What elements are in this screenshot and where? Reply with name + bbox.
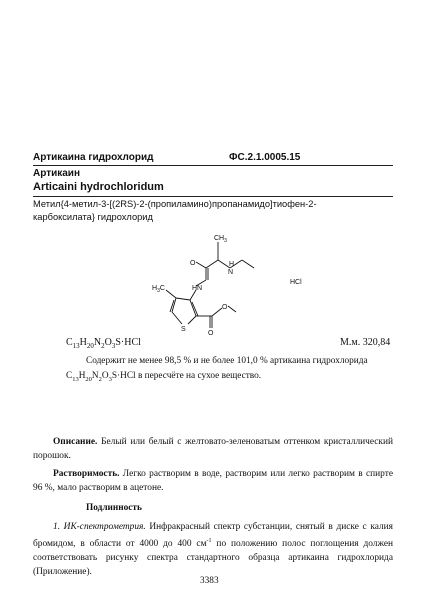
- structure-o2-label: O: [222, 304, 228, 311]
- structure-nh-label: N: [228, 269, 234, 276]
- description-label: Описание.: [53, 437, 98, 447]
- divider: [33, 165, 393, 166]
- ir-paragraph: [33, 520, 393, 579]
- monograph-name-latin: Articaini hydrochloridum: [33, 181, 164, 193]
- structural-formula: [130, 228, 330, 338]
- solubility-label: Растворимость.: [53, 469, 120, 479]
- solubility-text: Легко растворим в воде, растворим или легко растворим в спирте 96 %, мало растворим в ацетоне.: [33, 469, 393, 493]
- authenticity-heading: Подлинность: [86, 503, 142, 513]
- ir-unit-sup: -1: [206, 538, 212, 544]
- structure-hcl-label: HCl: [290, 279, 302, 286]
- structure-o-label: O: [190, 260, 196, 267]
- chemical-name-line1: Метил{4-метил-3-[(2RS)-2-(пропиламино)пропанамидо]тиофен-2-: [33, 199, 317, 209]
- structure-s-label: S: [181, 326, 186, 333]
- monograph-title-ru: Артикаина гидрохлорид: [33, 152, 154, 163]
- chemical-name-line2: карбоксилата} гидрохлорид: [33, 212, 153, 222]
- monograph-name-ru: Артикаин: [33, 168, 80, 179]
- content-line1: Содержит не менее 98,5 % и не более 101,0 % артикаина гидрохлорида: [86, 356, 368, 366]
- divider: [33, 196, 393, 197]
- page-number: 3383: [200, 576, 219, 586]
- ir-text-1: Инфракрасный спектр субстанции, снятый в диске с калия бромидом, в области от 4000 до 400 см: [33, 522, 393, 550]
- structure-h3c-label: $H_3C$: [152, 285, 165, 294]
- ir-label: 1. ИК-спектрометрия.: [53, 522, 146, 532]
- molecular-formula: $C_{13}H_{20}N_2O_3S\cdot HCl$: [66, 337, 141, 350]
- description-paragraph: [33, 435, 393, 463]
- description-text: Белый или белый с желтовато-зеленоватым оттенком кристаллический порошок.: [33, 437, 393, 461]
- ir-text-2: по положению полос поглощения должен соответствовать рисунку спектра стандартного образца артикаина гидрохлорида (Приложение).: [33, 539, 394, 578]
- structure-ch3-label: $CH_3$: [214, 235, 227, 244]
- content-line2: $C_{13}H_{20}N_2O_3S\cdot HCl$ в пересчёте на сухое вещество.: [66, 371, 262, 383]
- molar-mass: М.м. 320,84: [340, 337, 391, 348]
- structure-hn-label: HN: [192, 285, 203, 292]
- solubility-paragraph: [33, 467, 393, 495]
- monograph-code: ФС.2.1.0005.15: [229, 152, 301, 163]
- structure-o3-label: O: [208, 330, 214, 337]
- structure-h-label: H: [229, 261, 235, 268]
